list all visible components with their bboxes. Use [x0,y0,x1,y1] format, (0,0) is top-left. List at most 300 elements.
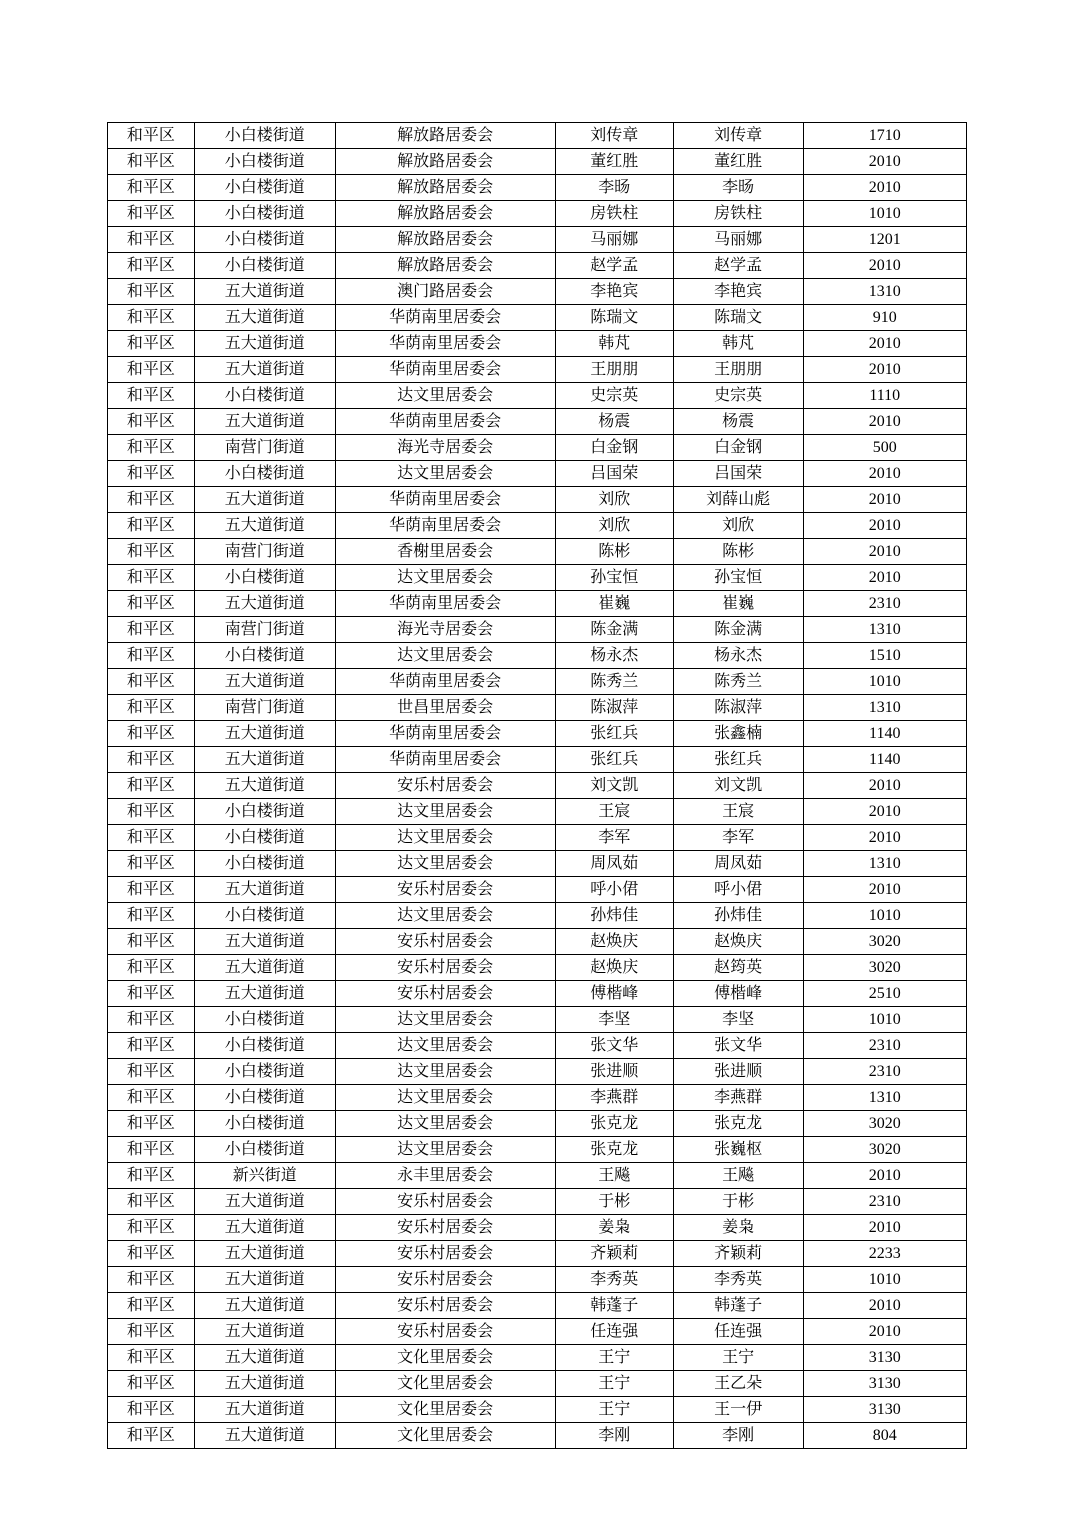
cell-street: 小白楼街道 [194,1033,335,1059]
cell-committee: 安乐村居委会 [335,1293,555,1319]
table-row [108,747,967,773]
cell-amount: 1201 [803,227,967,253]
table-row [108,1319,967,1345]
cell-street: 小白楼街道 [194,643,335,669]
table-row [108,851,967,877]
cell-district: 和平区 [108,409,195,435]
table-row [108,1007,967,1033]
cell-recipient: 李燕群 [673,1085,803,1111]
cell-street: 五大道街道 [194,513,335,539]
cell-recipient: 张巍枢 [673,1137,803,1163]
cell-committee: 华荫南里居委会 [335,331,555,357]
cell-street: 五大道街道 [194,409,335,435]
cell-district: 和平区 [108,1371,195,1397]
cell-district: 和平区 [108,201,195,227]
cell-name: 张文华 [555,1033,673,1059]
table-row [108,357,967,383]
cell-district: 和平区 [108,1007,195,1033]
cell-amount: 2010 [803,487,967,513]
cell-street: 五大道街道 [194,929,335,955]
cell-amount: 804 [803,1423,967,1449]
cell-name: 姜枭 [555,1215,673,1241]
cell-name: 呼小侰 [555,877,673,903]
cell-amount: 2010 [803,799,967,825]
table-row [108,565,967,591]
table-row [108,331,967,357]
cell-recipient: 韩蓬子 [673,1293,803,1319]
table-row [108,149,967,175]
cell-district: 和平区 [108,1137,195,1163]
cell-street: 五大道街道 [194,1189,335,1215]
cell-district: 和平区 [108,1345,195,1371]
cell-amount: 2010 [803,331,967,357]
cell-street: 五大道街道 [194,487,335,513]
cell-recipient: 傅楷峰 [673,981,803,1007]
cell-amount: 1510 [803,643,967,669]
cell-district: 和平区 [108,1423,195,1449]
cell-district: 和平区 [108,903,195,929]
cell-name: 李坚 [555,1007,673,1033]
cell-street: 小白楼街道 [194,175,335,201]
cell-committee: 安乐村居委会 [335,1215,555,1241]
cell-district: 和平区 [108,123,195,149]
cell-amount: 1310 [803,695,967,721]
cell-street: 五大道街道 [194,721,335,747]
cell-recipient: 李艳宾 [673,279,803,305]
cell-district: 和平区 [108,435,195,461]
cell-street: 小白楼街道 [194,383,335,409]
cell-committee: 华荫南里居委会 [335,487,555,513]
cell-recipient: 马丽娜 [673,227,803,253]
cell-committee: 华荫南里居委会 [335,357,555,383]
table-row [108,903,967,929]
cell-amount: 1310 [803,617,967,643]
cell-committee: 华荫南里居委会 [335,721,555,747]
cell-recipient: 陈淑萍 [673,695,803,721]
table-row [108,175,967,201]
cell-committee: 世昌里居委会 [335,695,555,721]
cell-street: 五大道街道 [194,305,335,331]
table-row [108,721,967,747]
cell-committee: 达文里居委会 [335,799,555,825]
cell-committee: 达文里居委会 [335,851,555,877]
cell-committee: 华荫南里居委会 [335,747,555,773]
cell-name: 陈瑞文 [555,305,673,331]
table-row [108,227,967,253]
cell-amount: 1310 [803,1085,967,1111]
cell-street: 五大道街道 [194,1319,335,1345]
cell-amount: 2010 [803,825,967,851]
table-row [108,929,967,955]
cell-committee: 安乐村居委会 [335,1189,555,1215]
cell-recipient: 张红兵 [673,747,803,773]
cell-committee: 华荫南里居委会 [335,669,555,695]
table-row [108,1111,967,1137]
cell-committee: 华荫南里居委会 [335,305,555,331]
table-row [108,669,967,695]
cell-recipient: 赵焕庆 [673,929,803,955]
cell-district: 和平区 [108,253,195,279]
cell-name: 杨永杰 [555,643,673,669]
cell-district: 和平区 [108,357,195,383]
cell-name: 刘欣 [555,487,673,513]
cell-committee: 达文里居委会 [335,565,555,591]
cell-recipient: 任连强 [673,1319,803,1345]
table-row [108,799,967,825]
table-row [108,643,967,669]
cell-name: 张红兵 [555,721,673,747]
cell-amount: 1110 [803,383,967,409]
cell-amount: 3020 [803,1111,967,1137]
cell-district: 和平区 [108,383,195,409]
cell-district: 和平区 [108,175,195,201]
table-row [108,539,967,565]
cell-name: 李艳宾 [555,279,673,305]
table-row [108,773,967,799]
cell-amount: 1710 [803,123,967,149]
cell-amount: 2010 [803,1215,967,1241]
cell-name: 周凤茹 [555,851,673,877]
cell-district: 和平区 [108,1319,195,1345]
cell-amount: 2310 [803,1059,967,1085]
cell-committee: 达文里居委会 [335,1085,555,1111]
table-row [108,1163,967,1189]
cell-amount: 3130 [803,1345,967,1371]
cell-district: 和平区 [108,1163,195,1189]
cell-district: 和平区 [108,617,195,643]
cell-amount: 2010 [803,409,967,435]
table-row [108,1241,967,1267]
cell-street: 五大道街道 [194,357,335,383]
cell-district: 和平区 [108,747,195,773]
cell-committee: 达文里居委会 [335,643,555,669]
cell-committee: 解放路居委会 [335,253,555,279]
table-row [108,1293,967,1319]
cell-street: 五大道街道 [194,877,335,903]
table-row [108,1397,967,1423]
cell-committee: 解放路居委会 [335,201,555,227]
table-row [108,1137,967,1163]
cell-street: 五大道街道 [194,981,335,1007]
cell-recipient: 姜枭 [673,1215,803,1241]
cell-street: 南营门街道 [194,695,335,721]
subsidy-table [107,122,967,1449]
cell-amount: 1010 [803,1007,967,1033]
cell-name: 马丽娜 [555,227,673,253]
cell-recipient: 张进顺 [673,1059,803,1085]
cell-recipient: 于彬 [673,1189,803,1215]
cell-street: 小白楼街道 [194,1059,335,1085]
cell-committee: 安乐村居委会 [335,929,555,955]
cell-committee: 华荫南里居委会 [335,591,555,617]
cell-district: 和平区 [108,721,195,747]
cell-street: 五大道街道 [194,747,335,773]
cell-recipient: 王一伊 [673,1397,803,1423]
cell-street: 小白楼街道 [194,1137,335,1163]
cell-recipient: 赵筠英 [673,955,803,981]
cell-amount: 2010 [803,565,967,591]
cell-committee: 安乐村居委会 [335,1241,555,1267]
cell-name: 张克龙 [555,1137,673,1163]
cell-recipient: 王飚 [673,1163,803,1189]
cell-recipient: 陈瑞文 [673,305,803,331]
cell-committee: 华荫南里居委会 [335,409,555,435]
cell-committee: 达文里居委会 [335,1111,555,1137]
cell-street: 小白楼街道 [194,201,335,227]
cell-committee: 永丰里居委会 [335,1163,555,1189]
cell-name: 陈淑萍 [555,695,673,721]
cell-district: 和平区 [108,1059,195,1085]
table-row [108,955,967,981]
cell-recipient: 刘文凯 [673,773,803,799]
cell-district: 和平区 [108,981,195,1007]
table-row [108,1215,967,1241]
cell-district: 和平区 [108,487,195,513]
cell-street: 小白楼街道 [194,825,335,851]
cell-name: 孙炜佳 [555,903,673,929]
cell-name: 赵学孟 [555,253,673,279]
cell-name: 傅楷峰 [555,981,673,1007]
cell-committee: 达文里居委会 [335,903,555,929]
cell-recipient: 张鑫楠 [673,721,803,747]
cell-recipient: 董红胜 [673,149,803,175]
cell-recipient: 陈秀兰 [673,669,803,695]
cell-amount: 2010 [803,253,967,279]
table-row [108,1059,967,1085]
table-row [108,383,967,409]
cell-name: 陈秀兰 [555,669,673,695]
cell-street: 五大道街道 [194,1293,335,1319]
table-row [108,1423,967,1449]
cell-name: 王宁 [555,1371,673,1397]
cell-committee: 文化里居委会 [335,1423,555,1449]
cell-amount: 2010 [803,1319,967,1345]
cell-recipient: 杨永杰 [673,643,803,669]
cell-committee: 达文里居委会 [335,1137,555,1163]
cell-name: 李军 [555,825,673,851]
cell-amount: 3130 [803,1371,967,1397]
cell-street: 小白楼街道 [194,1111,335,1137]
cell-committee: 澳门路居委会 [335,279,555,305]
table-body [108,123,967,1449]
cell-street: 五大道街道 [194,669,335,695]
cell-district: 和平区 [108,643,195,669]
cell-committee: 达文里居委会 [335,461,555,487]
cell-recipient: 王朋朋 [673,357,803,383]
table-row [108,1189,967,1215]
cell-amount: 910 [803,305,967,331]
cell-district: 和平区 [108,331,195,357]
cell-street: 五大道街道 [194,279,335,305]
cell-street: 五大道街道 [194,1345,335,1371]
cell-street: 小白楼街道 [194,1085,335,1111]
cell-amount: 1010 [803,201,967,227]
cell-recipient: 房铁柱 [673,201,803,227]
cell-street: 五大道街道 [194,1397,335,1423]
cell-amount: 1310 [803,851,967,877]
cell-amount: 2310 [803,591,967,617]
cell-district: 和平区 [108,513,195,539]
cell-street: 五大道街道 [194,1215,335,1241]
cell-committee: 文化里居委会 [335,1345,555,1371]
cell-recipient: 陈金满 [673,617,803,643]
cell-street: 南营门街道 [194,435,335,461]
cell-recipient: 齐颖莉 [673,1241,803,1267]
table-row [108,123,967,149]
cell-amount: 2010 [803,877,967,903]
table-row [108,253,967,279]
cell-district: 和平区 [108,1241,195,1267]
cell-recipient: 王宸 [673,799,803,825]
cell-street: 小白楼街道 [194,851,335,877]
cell-name: 张红兵 [555,747,673,773]
cell-committee: 文化里居委会 [335,1397,555,1423]
cell-recipient: 王乙朵 [673,1371,803,1397]
cell-committee: 安乐村居委会 [335,1319,555,1345]
cell-amount: 1140 [803,747,967,773]
cell-amount: 2310 [803,1033,967,1059]
cell-street: 小白楼街道 [194,903,335,929]
cell-name: 陈彬 [555,539,673,565]
cell-amount: 3020 [803,955,967,981]
cell-amount: 2010 [803,175,967,201]
cell-district: 和平区 [108,1215,195,1241]
cell-name: 王朋朋 [555,357,673,383]
cell-name: 任连强 [555,1319,673,1345]
cell-district: 和平区 [108,955,195,981]
cell-committee: 达文里居委会 [335,825,555,851]
cell-street: 小白楼街道 [194,799,335,825]
cell-committee: 解放路居委会 [335,227,555,253]
cell-name: 房铁柱 [555,201,673,227]
cell-street: 五大道街道 [194,1241,335,1267]
cell-district: 和平区 [108,227,195,253]
cell-recipient: 陈彬 [673,539,803,565]
cell-recipient: 张文华 [673,1033,803,1059]
cell-district: 和平区 [108,279,195,305]
table-row [108,591,967,617]
cell-name: 孙宝恒 [555,565,673,591]
cell-amount: 2510 [803,981,967,1007]
table-row [108,201,967,227]
cell-recipient: 史宗英 [673,383,803,409]
cell-street: 五大道街道 [194,1371,335,1397]
cell-district: 和平区 [108,1033,195,1059]
cell-recipient: 韩芃 [673,331,803,357]
table-row [108,409,967,435]
cell-name: 刘欣 [555,513,673,539]
table-container [107,122,967,1449]
cell-name: 董红胜 [555,149,673,175]
cell-amount: 1010 [803,903,967,929]
cell-name: 李旸 [555,175,673,201]
cell-committee: 解放路居委会 [335,123,555,149]
cell-district: 和平区 [108,539,195,565]
cell-street: 小白楼街道 [194,461,335,487]
cell-amount: 2010 [803,539,967,565]
table-row [108,981,967,1007]
cell-name: 崔巍 [555,591,673,617]
cell-recipient: 刘欣 [673,513,803,539]
cell-district: 和平区 [108,851,195,877]
cell-district: 和平区 [108,1111,195,1137]
cell-street: 五大道街道 [194,955,335,981]
cell-name: 李刚 [555,1423,673,1449]
cell-amount: 2010 [803,149,967,175]
cell-name: 李秀英 [555,1267,673,1293]
cell-district: 和平区 [108,1293,195,1319]
cell-amount: 2010 [803,1293,967,1319]
cell-district: 和平区 [108,565,195,591]
table-row [108,695,967,721]
table-row [108,1085,967,1111]
cell-district: 和平区 [108,1267,195,1293]
cell-recipient: 孙宝恒 [673,565,803,591]
cell-committee: 安乐村居委会 [335,773,555,799]
cell-street: 小白楼街道 [194,565,335,591]
cell-name: 刘传章 [555,123,673,149]
cell-street: 新兴街道 [194,1163,335,1189]
cell-committee: 达文里居委会 [335,1033,555,1059]
cell-name: 白金钢 [555,435,673,461]
cell-committee: 解放路居委会 [335,175,555,201]
cell-amount: 2010 [803,1163,967,1189]
cell-district: 和平区 [108,461,195,487]
cell-amount: 1010 [803,669,967,695]
cell-amount: 3020 [803,1137,967,1163]
cell-name: 王宸 [555,799,673,825]
table-row [108,513,967,539]
cell-committee: 安乐村居委会 [335,955,555,981]
cell-name: 张克龙 [555,1111,673,1137]
cell-committee: 达文里居委会 [335,1007,555,1033]
cell-name: 史宗英 [555,383,673,409]
cell-amount: 3130 [803,1397,967,1423]
table-row [108,487,967,513]
cell-amount: 1310 [803,279,967,305]
cell-recipient: 张克龙 [673,1111,803,1137]
cell-committee: 达文里居委会 [335,1059,555,1085]
cell-street: 五大道街道 [194,331,335,357]
cell-recipient: 刘传章 [673,123,803,149]
cell-recipient: 李旸 [673,175,803,201]
table-row [108,305,967,331]
cell-recipient: 崔巍 [673,591,803,617]
table-row [108,617,967,643]
cell-district: 和平区 [108,877,195,903]
cell-recipient: 李军 [673,825,803,851]
cell-name: 杨震 [555,409,673,435]
cell-recipient: 周凤茹 [673,851,803,877]
cell-name: 王飚 [555,1163,673,1189]
cell-amount: 2310 [803,1189,967,1215]
cell-recipient: 杨震 [673,409,803,435]
cell-district: 和平区 [108,825,195,851]
cell-street: 五大道街道 [194,1267,335,1293]
cell-name: 张进顺 [555,1059,673,1085]
cell-district: 和平区 [108,799,195,825]
cell-amount: 1140 [803,721,967,747]
table-row [108,1267,967,1293]
cell-district: 和平区 [108,695,195,721]
cell-street: 小白楼街道 [194,1007,335,1033]
cell-amount: 500 [803,435,967,461]
cell-amount: 2010 [803,513,967,539]
cell-name: 赵焕庆 [555,929,673,955]
cell-district: 和平区 [108,773,195,799]
table-row [108,877,967,903]
cell-street: 小白楼街道 [194,123,335,149]
